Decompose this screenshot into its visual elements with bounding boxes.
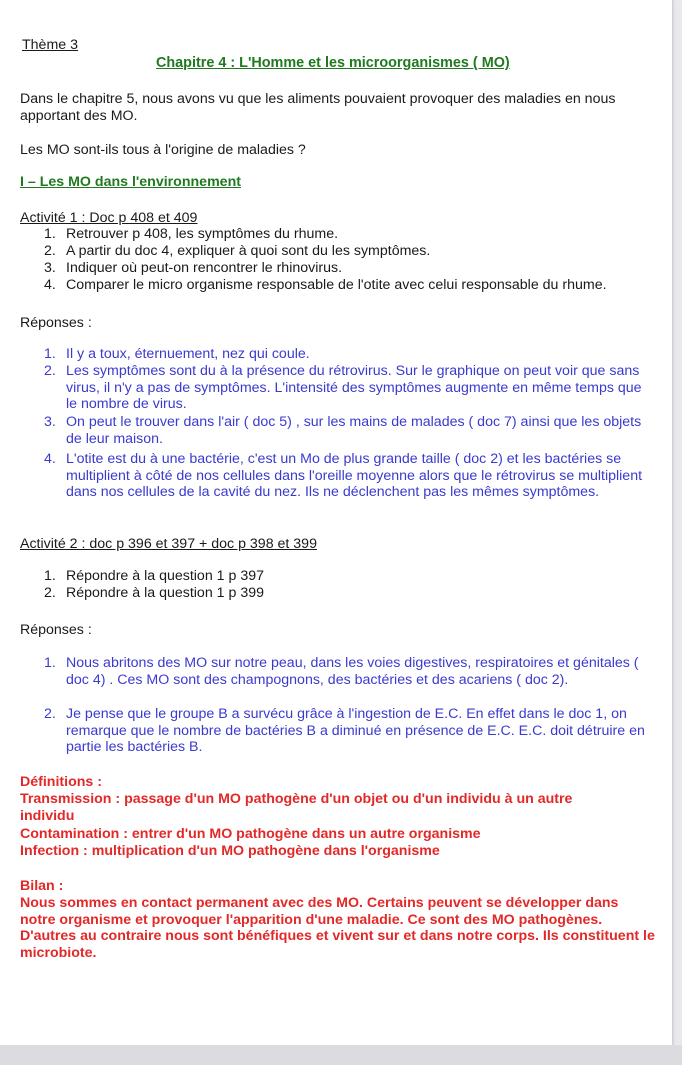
answer-text: Nous abritons des MO sur notre peau, dans les voies digestives, respiratoires et génitales ( doc 4) . Ces MO sont des champognons, des bactéries et des acariens ( doc 2). (66, 655, 639, 688)
list-number: 1. (44, 346, 56, 362)
list-item-text: Comparer le micro organisme responsable de l'otite avec celui responsable du rhume. (66, 277, 607, 293)
section-heading-1: I – Les MO dans l'environnement (20, 174, 241, 190)
list-number: 4. (44, 277, 56, 293)
list-item-text: Retrouver p 408, les symptômes du rhume. (66, 226, 339, 242)
answers-label-2: Réponses : (20, 622, 92, 638)
list-number: 2. (44, 706, 56, 722)
theme-label: Thème 3 (22, 37, 78, 53)
intro-paragraph: Dans le chapitre 5, nous avons vu que les aliments pouvaient provoquer des maladies en nous apportant des MO. (20, 91, 616, 124)
list-item-text: A partir du doc 4, expliquer à quoi sont du les symptômes. (66, 243, 431, 259)
list-item-text: Répondre à la question 1 p 397 (66, 568, 264, 584)
list-number: 1. (44, 226, 56, 242)
definition-contamination: Contamination : entrer d'un MO pathogène dans un autre organisme (20, 826, 481, 842)
answer-text: Je pense que le groupe B a survécu grâce à l'ingestion de E.C. En effet dans le doc 1, on remarque que le nombre de bactéries B a diminué en présence de E.C. E.C. doit détruire en partie les bactéries B. (66, 706, 645, 756)
list-number: 3. (44, 260, 56, 276)
definition-transmission: Transmission : passage d'un MO pathogène d'un objet ou d'un individu à un autre individu (20, 791, 573, 824)
list-item-text: Indiquer où peut-on rencontrer le rhinovirus. (66, 260, 343, 276)
answers-label-1: Réponses : (20, 315, 92, 331)
definitions-title: Définitions : (20, 774, 102, 790)
bilan-title: Bilan : (20, 878, 64, 894)
chapter-title: Chapitre 4 : L'Homme et les microorganismes ( MO) (156, 55, 510, 71)
list-number: 4. (44, 451, 56, 467)
main-question: Les MO sont-ils tous à l'origine de maladies ? (20, 142, 306, 158)
answer-text: Les symptômes sont du à la présence du rétrovirus. Sur le graphique on peut voir que sans virus, il n'y a pas de symptômes. L'intensité des symptômes augmente en même temps que le nombre de virus. (66, 363, 642, 413)
list-number: 1. (44, 655, 56, 671)
bottom-scroll-area (0, 1045, 682, 1065)
list-number: 3. (44, 414, 56, 430)
bilan-text: Nous sommes en contact permanent avec des MO. Certains peuvent se développer dans notre organisme et provoquer l'apparition d'une maladie. Ce sont des MO pathogènes. D'autres au contraire nous sont bénéfiques et vivent sur et dans notre corps. Ils constituent le microbiote. (20, 895, 655, 961)
list-item-text: Répondre à la question 1 p 399 (66, 585, 264, 601)
activity-1-title: Activité 1 : Doc p 408 et 409 (20, 210, 198, 226)
list-number: 2. (44, 585, 56, 601)
list-number: 1. (44, 568, 56, 584)
answer-text: Il y a toux, éternuement, nez qui coule. (66, 346, 310, 362)
definition-infection: Infection : multiplication d'un MO pathogène dans l'organisme (20, 843, 440, 859)
list-number: 2. (44, 363, 56, 379)
answer-text: On peut le trouver dans l'air ( doc 5) , sur les mains de malades ( doc 7) ainsi que les objets de leur maison. (66, 414, 642, 447)
list-number: 2. (44, 243, 56, 259)
answer-text: L'otite est du à une bactérie, c'est un Mo de plus grande taille ( doc 2) et les bactéries se multiplient à côté de nos cellules dans l'oreille moyenne alors que le rétrovirus se multiplient dans nos cellules de la cavité du nez. Ils ne déclenchent pas les mêmes symptômes. (66, 451, 643, 501)
activity-2-title: Activité 2 : doc p 396 et 397 + doc p 398 et 399 (20, 536, 317, 552)
